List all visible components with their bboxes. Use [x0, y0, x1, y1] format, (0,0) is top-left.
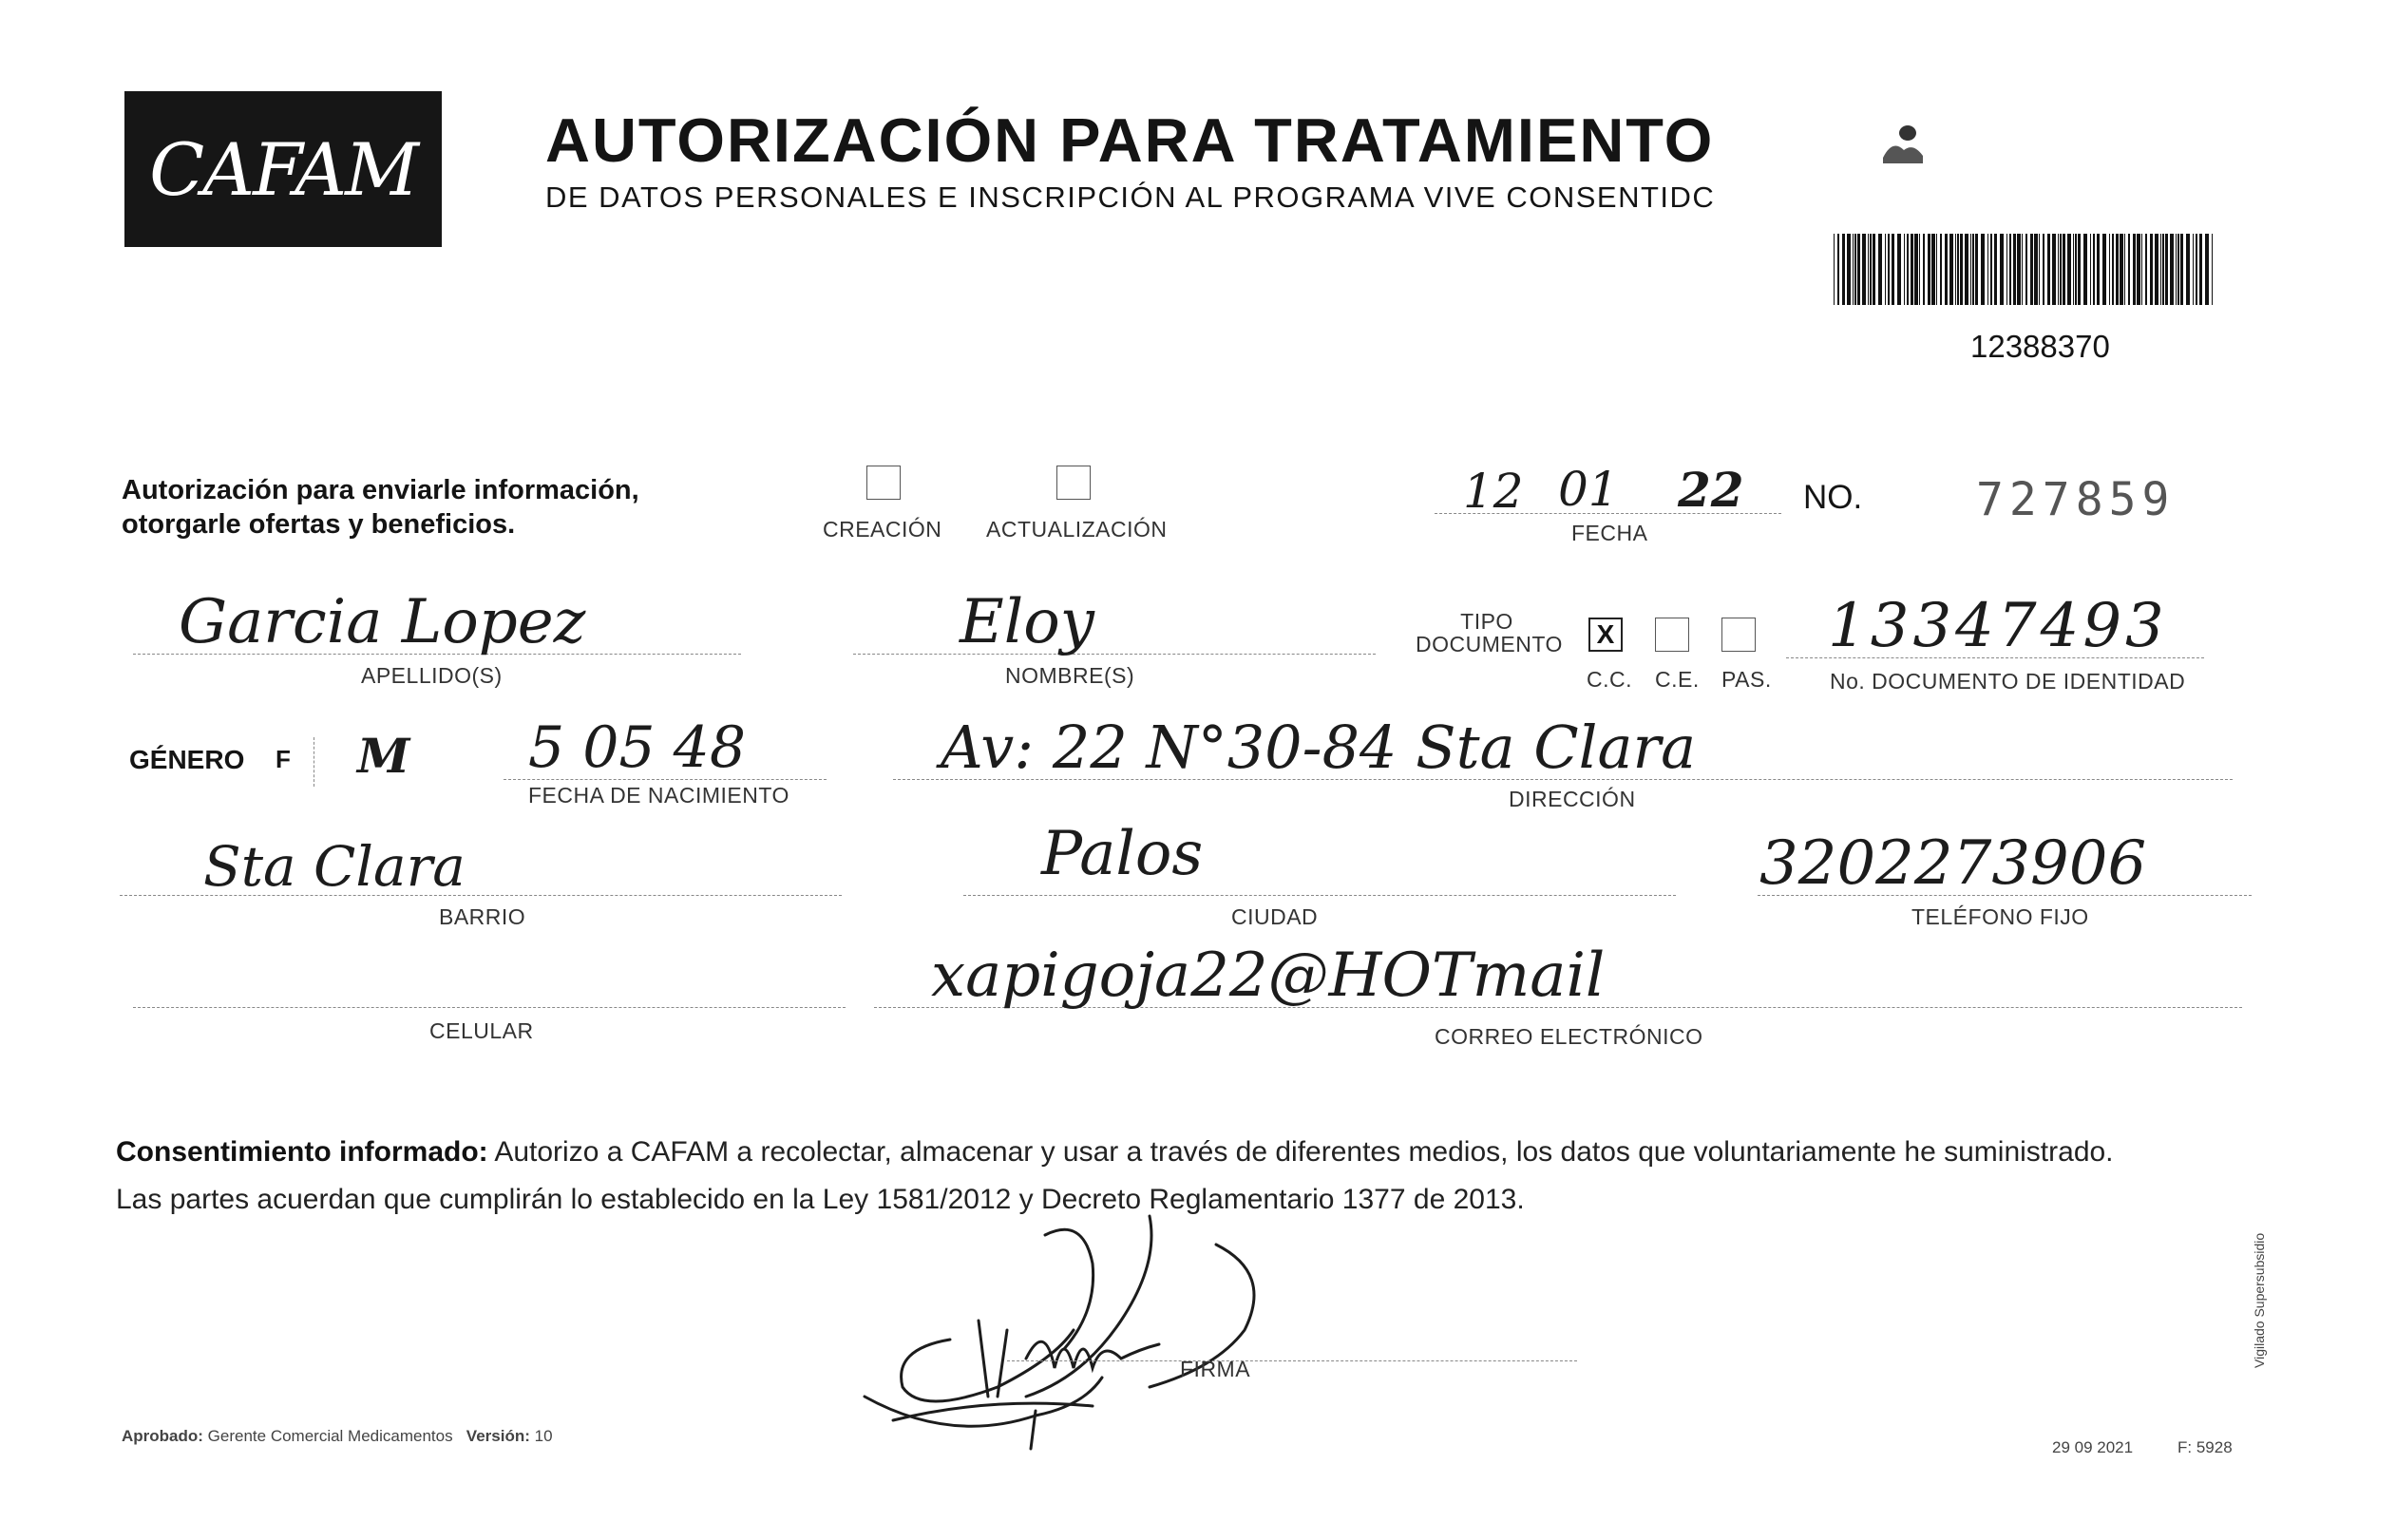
telefono-value[interactable]: 3202273906 — [1759, 828, 2147, 899]
version-label: Versión: — [466, 1427, 530, 1445]
document-title: AUTORIZACIÓN PARA TRATAMIENTO — [545, 105, 1715, 175]
cc-checkbox[interactable]: X — [1588, 618, 1623, 652]
creacion-label: CREACIÓN — [823, 517, 942, 542]
footer-form-code: F: 5928 — [2177, 1438, 2233, 1456]
consent-line-1-text: Autorizo a CAFAM a recolectar, almacenar y usar a través de diferentes medios, los datos que voluntariamente he suministrado. — [487, 1136, 2114, 1168]
celular-underline — [133, 1007, 846, 1008]
cafam-logo: CAFAM — [124, 91, 442, 247]
pas-label: PAS. — [1721, 667, 1772, 692]
aprobado-value: Gerente Comercial Medicamentos — [207, 1427, 453, 1445]
fecha-label: FECHA — [1571, 521, 1648, 545]
barcode-icon — [1834, 234, 2218, 305]
no-label: NO. — [1803, 479, 1863, 516]
nombres-underline — [853, 654, 1376, 655]
ciudad-label: CIUDAD — [1231, 904, 1319, 929]
document-subtitle: DE DATOS PERSONALES E INSCRIPCIÓN AL PROGRAMA VIVE CONSENTIDC — [545, 181, 1716, 214]
genero-divider — [314, 737, 315, 787]
apellidos-value[interactable]: Garcia Lopez — [179, 587, 586, 657]
ce-label: C.E. — [1655, 667, 1700, 692]
creacion-checkbox[interactable] — [866, 466, 901, 500]
intro-line-1: Autorización para enviarle información, — [122, 475, 639, 505]
signature-icon — [836, 1207, 1368, 1454]
direccion-value[interactable]: Av: 22 N°30-84 Sta Clara — [941, 713, 1697, 782]
ciudad-underline — [963, 895, 1676, 896]
tipo-documento-label: TIPO DOCUMENTO — [1416, 609, 1563, 656]
intro-line-2: otorgarle ofertas y beneficios. — [122, 509, 516, 540]
correo-label: CORREO ELECTRÓNICO — [1435, 1024, 1703, 1049]
documento-label: No. DOCUMENTO DE IDENTIDAD — [1830, 669, 2186, 694]
firma-underline — [1007, 1360, 1577, 1361]
footer-approved — [122, 1427, 553, 1446]
nacimiento-value[interactable]: 5 05 48 — [528, 714, 747, 781]
ciudad-value[interactable]: Palos — [1041, 819, 1204, 889]
barrio-label: BARRIO — [439, 904, 526, 929]
nacimiento-label: FECHA DE NACIMIENTO — [528, 783, 789, 808]
celular-label: CELULAR — [429, 1018, 534, 1043]
barcode-number: 12388370 — [1970, 329, 2110, 364]
form-number: 727859 — [1976, 473, 2176, 526]
genero-m-mark[interactable]: M — [357, 728, 410, 784]
footer-date-code: 29 09 2021 — [2052, 1438, 2134, 1456]
firma-label: FIRMA — [1180, 1357, 1251, 1381]
version-value: 10 — [534, 1427, 553, 1445]
nombres-label: NOMBRE(S) — [1005, 663, 1135, 688]
actualizacion-checkbox[interactable] — [1056, 466, 1091, 500]
genero-label: GÉNERO — [129, 745, 245, 774]
correo-value[interactable]: xapigoja22@HOTmail — [931, 941, 1606, 1011]
telefono-label: TELÉFONO FIJO — [1911, 904, 2089, 929]
emblem-icon — [1879, 122, 1927, 165]
vigilado-side-text: Vigilado Supersubsidio — [2252, 1232, 2267, 1368]
fecha-day-value[interactable]: 12 — [1463, 464, 1524, 519]
consent-line-1 — [116, 1136, 2114, 1169]
genero-f-label: F — [276, 745, 291, 773]
aprobado-label: Aprobado: — [122, 1427, 203, 1445]
ce-checkbox[interactable] — [1655, 618, 1689, 652]
apellidos-label: APELLIDO(S) — [361, 663, 503, 688]
cc-label: C.C. — [1587, 667, 1632, 692]
consent-line-2: Las partes acuerdan que cumplirán lo establecido en la Ley 1581/2012 y Decreto Reglamentario 1377 de 2013. — [116, 1184, 1525, 1215]
documento-value[interactable]: 13347493 — [1828, 591, 2168, 661]
fecha-month-value[interactable]: 01 — [1558, 462, 1619, 517]
pas-checkbox[interactable] — [1721, 618, 1756, 652]
actualizacion-label: ACTUALIZACIÓN — [986, 517, 1168, 542]
barrio-value[interactable]: Sta Clara — [203, 834, 466, 899]
nombres-value[interactable]: Eloy — [960, 587, 1094, 657]
direccion-label: DIRECCIÓN — [1509, 787, 1636, 811]
fecha-year-value[interactable]: 22 — [1678, 462, 1744, 518]
consent-heading: Consentimiento informado: — [116, 1136, 488, 1168]
